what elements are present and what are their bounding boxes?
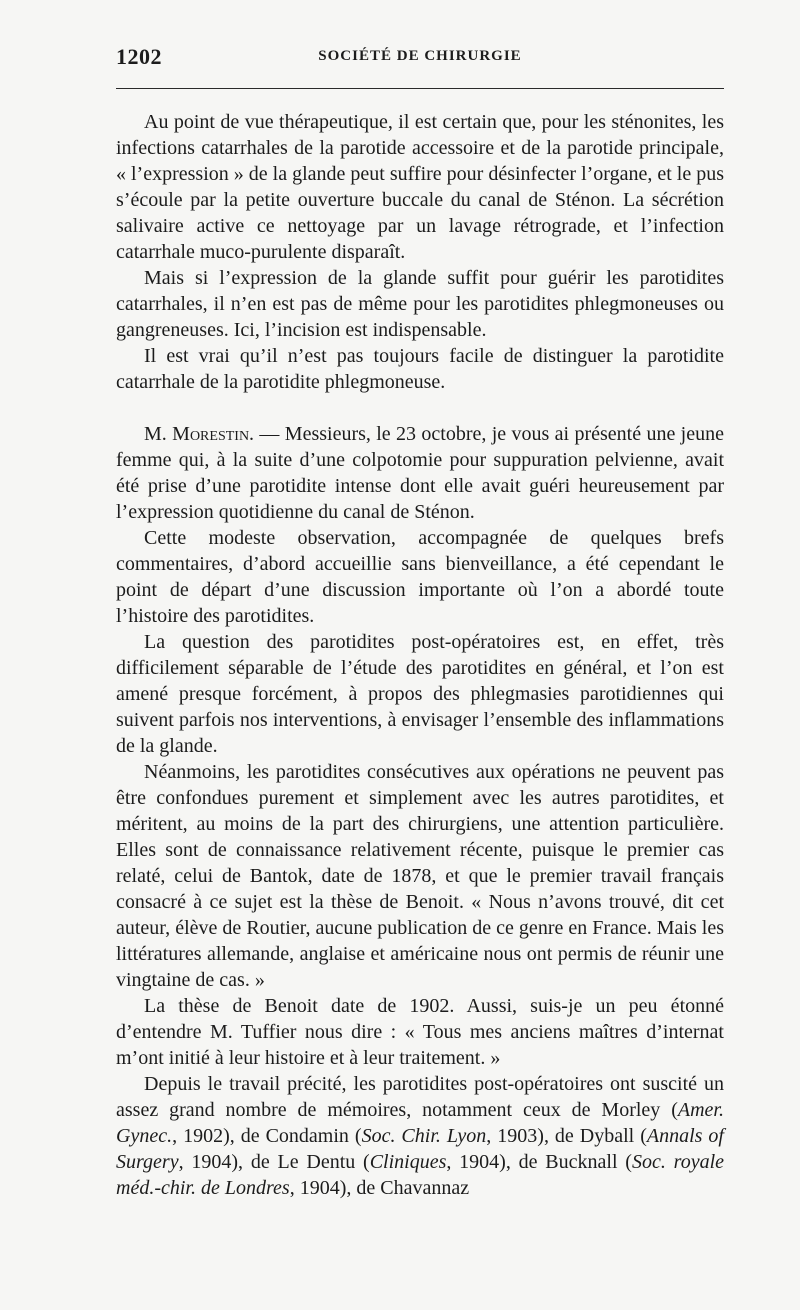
text-run: , 1904), de Chavannaz xyxy=(289,1177,470,1199)
running-title: SOCIÉTÉ DE CHIRURGIE xyxy=(318,48,522,64)
text-run: , 1902), de Condamin ( xyxy=(172,1125,362,1147)
paragraph: Néanmoins, les parotidites consécutives aux opérations ne peuvent pas être confondues purement et simplement avec les autres parotidites, et méritent, au moins de la part des chirurgiens, une attention particulière. Elles sont de connaissance relativement récente, puisque le premier cas relaté, celui de Bantok, date de 1878, et que le premier travail français consacré à ce sujet est la thèse de Benoit. « Nous n’avons trouvé, dit cet auteur, élève de Routier, aucune publication de ce genre en France. Mais les littératures allemande, anglaise et américaine nous ont permis de réunir une vingtaine de cas. » xyxy=(116,761,724,991)
journal-title: Soc. royale méd.-chir. de Londres xyxy=(116,1151,725,1199)
paragraph: Mais si l’expression de la glande suffit pour guérir les parotidites catarrhales, il n’en est pas de même pour les parotidites phlegmoneuses ou gangreneuses. Ici, l’incision est indispensable. xyxy=(116,267,724,341)
paragraph: Cette modeste observation, accompagnée de quelques brefs commentaires, d’abord accueillie sans bienveillance, a été cependant le point de départ d’une discussion importante où l’on a abordé toute l’histoire des parotidites. xyxy=(116,527,724,627)
paragraph: La question des parotidites post-opératoires est, en effet, très difficilement séparable de l’étude des parotidites en général, et l’on est amené presque forcément, à propos des phlegmasies parotidiennes qui suivent parfois nos interventions, à envisager l’ensemble des inflammations de la glande. xyxy=(116,631,724,757)
speaker-text: — Messieurs, le 23 octobre, je vous ai présenté une jeune femme qui, à la suite d’une colpotomie pour suppuration pelvienne, avait été prise d’une parotidite intense dont elle avait guéri heureusement par l’expression quotidienne du canal de Sténon. xyxy=(116,423,724,523)
header-rule xyxy=(116,88,724,89)
journal-title: Amer. Gynec. xyxy=(116,1099,724,1147)
journal-title: Soc. Chir. Lyon xyxy=(361,1125,487,1147)
speaker-prefix: M. xyxy=(144,423,167,445)
body-text xyxy=(116,109,724,1201)
paragraph: Au point de vue thérapeutique, il est certain que, pour les sténonites, les infections catarrhales de la parotide accessoire et de la parotide principale, « l’expression » de la glande peut suffire pour désinfecter l’organe, et le pus s’écoule par la petite ouverture buccale du canal de Sténon. La sécrétion salivaire active ce nettoyage par un lavage rétrograde, et l’infection catarrhale muco-purulente disparaît. xyxy=(116,111,724,263)
text-run: Depuis le travail précité, les parotidites post-opératoires ont suscité un assez grand nombre de mémoires, notamment ceux de Morley ( xyxy=(116,1073,724,1121)
references-paragraph xyxy=(116,1071,724,1201)
text-run: , 1904), de Le Dentu ( xyxy=(178,1151,370,1173)
page-header xyxy=(116,44,724,78)
section-gap xyxy=(116,395,724,421)
page-number: 1202 xyxy=(116,44,162,69)
journal-title: Cliniques xyxy=(369,1151,447,1173)
paragraph: La thèse de Benoit date de 1902. Aussi, suis-je un peu étonné d’entendre M. Tuffier nous dire : « Tous mes anciens maîtres d’internat m’ont initié à leur histoire et à leur traitement. » xyxy=(116,995,724,1069)
text-run: , 1903), de Dyball ( xyxy=(486,1125,647,1147)
speaker-name: Morestin. xyxy=(172,423,255,445)
text-run: , 1904), de Bucknall ( xyxy=(446,1151,632,1173)
speaker-paragraph xyxy=(116,421,724,525)
paragraph: Il est vrai qu’il n’est pas toujours facile de distinguer la parotidite catarrhale de la parotidite phlegmoneuse. xyxy=(116,345,724,393)
journal-title: Annals of Surgery xyxy=(116,1125,724,1173)
